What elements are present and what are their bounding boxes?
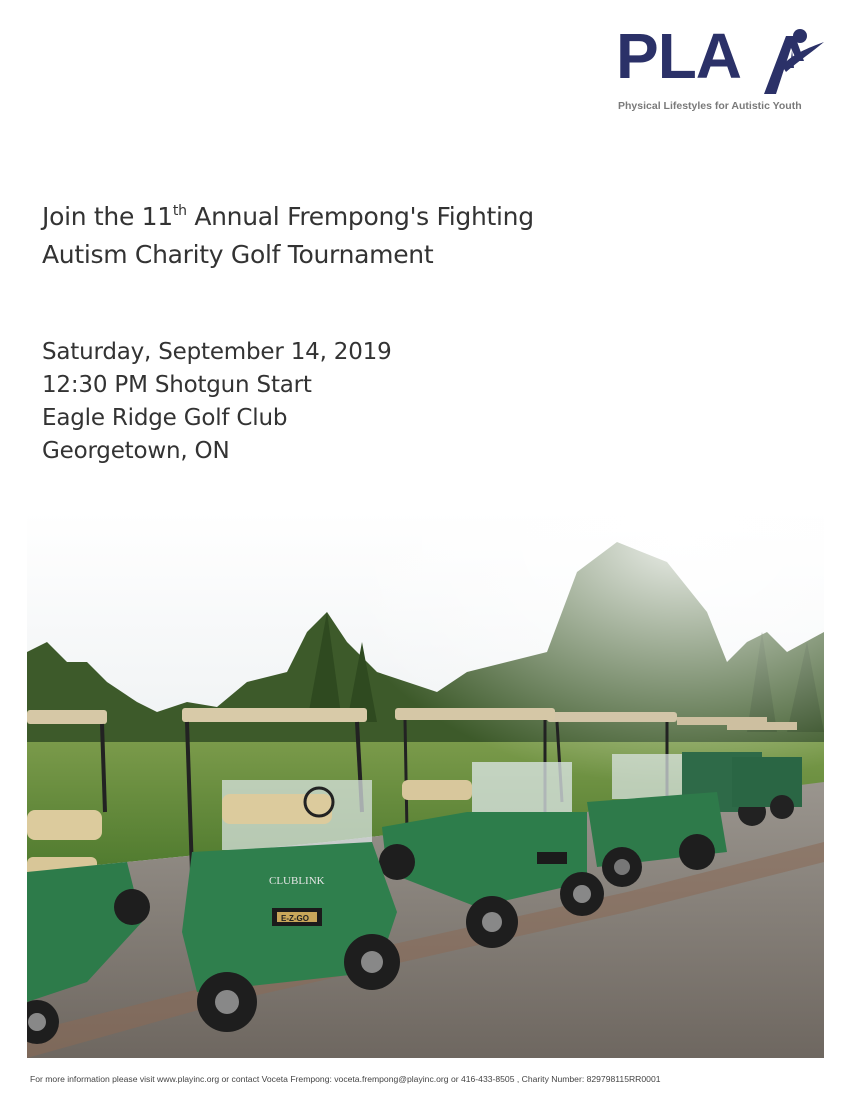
footer-contact: For more information please visit www.playinc.org or contact Voceta Frempong: voceta.frempong@playinc.org or 416-433-8505 , Charity Number: 829798115RR0001 <box>30 1074 661 1084</box>
play-logo <box>612 22 830 122</box>
event-date: Saturday, September 14, 2019 <box>42 339 392 365</box>
title-line1-prefix: Join the 11 <box>42 202 173 231</box>
logo-tagline: Physical Lifestyles for Autistic Youth <box>618 100 802 112</box>
event-details <box>42 336 392 468</box>
event-location: Georgetown, ON <box>42 438 230 464</box>
logo-wordmark: PLA <box>616 20 741 92</box>
running-figure-icon <box>764 26 826 94</box>
event-venue: Eagle Ridge Golf Club <box>42 405 288 431</box>
golf-carts-photo <box>27 512 824 1058</box>
title-line1-suffix: Annual Frempong's Fighting <box>186 202 534 231</box>
event-title <box>42 192 662 274</box>
title-line2: Autism Charity Golf Tournament <box>42 240 434 269</box>
title-superscript: th <box>172 203 187 219</box>
cart-clublink-label: CLUBLINK <box>269 875 325 887</box>
cart-ezgo-label: E-Z-GO <box>281 914 309 923</box>
event-start: 12:30 PM Shotgun Start <box>42 372 312 398</box>
